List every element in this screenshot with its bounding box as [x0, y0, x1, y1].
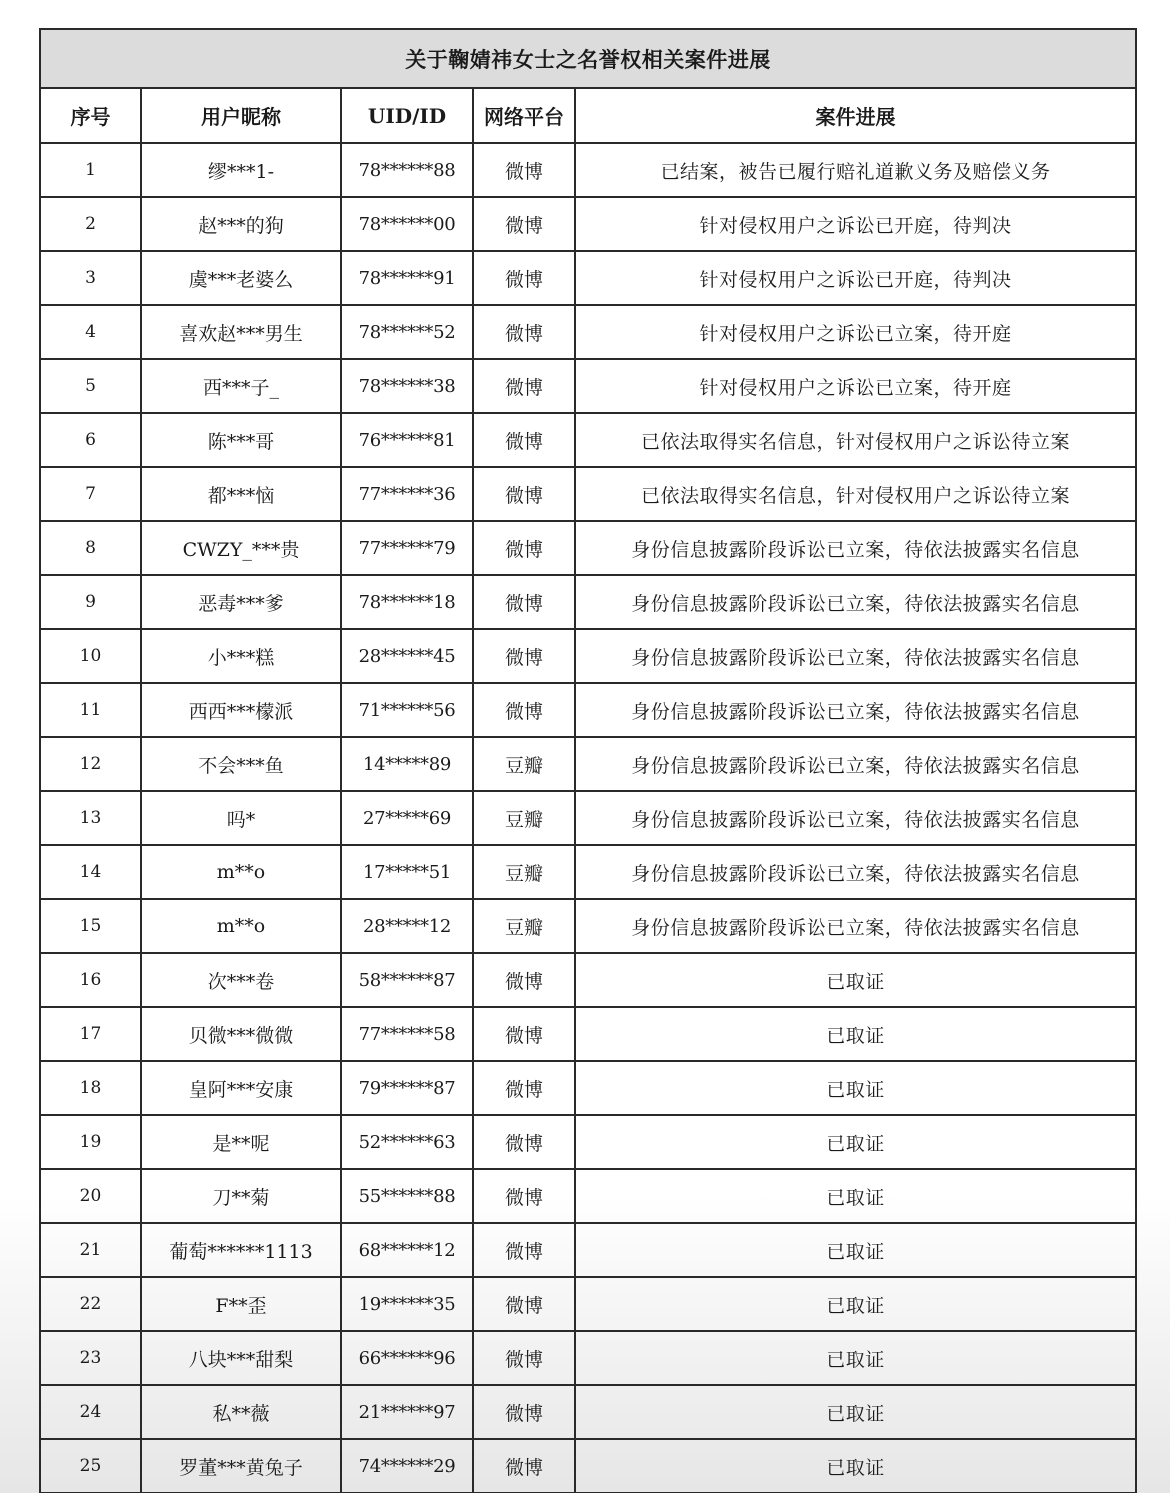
cell-index: 6 [40, 413, 141, 467]
cell-nickname: F**歪 [141, 1277, 341, 1331]
table-row [40, 629, 1136, 683]
column-header-nickname: 用户昵称 [141, 88, 341, 143]
cell-uid: 58******87 [341, 953, 473, 1007]
table-row [40, 1169, 1136, 1223]
cell-nickname: 缪***1- [141, 143, 341, 197]
table-row [40, 1277, 1136, 1331]
table-row [40, 1007, 1136, 1061]
cell-platform: 微博 [473, 1007, 575, 1061]
cell-index: 8 [40, 521, 141, 575]
cell-platform: 微博 [473, 359, 575, 413]
cell-index: 9 [40, 575, 141, 629]
cell-uid: 21******97 [341, 1385, 473, 1439]
cell-status: 身份信息披露阶段诉讼已立案，待依法披露实名信息 [575, 899, 1136, 953]
table-row [40, 1385, 1136, 1439]
table-title-row [40, 29, 1136, 88]
cell-index: 4 [40, 305, 141, 359]
cell-uid: 77******79 [341, 521, 473, 575]
cell-platform: 微博 [473, 1115, 575, 1169]
cell-platform: 豆瓣 [473, 845, 575, 899]
table-row [40, 683, 1136, 737]
cell-nickname: 八块***甜梨 [141, 1331, 341, 1385]
cell-index: 22 [40, 1277, 141, 1331]
table-row [40, 791, 1136, 845]
cell-status: 已取证 [575, 1439, 1136, 1493]
cell-index: 1 [40, 143, 141, 197]
column-header-index: 序号 [40, 88, 141, 143]
cell-platform: 豆瓣 [473, 899, 575, 953]
cell-uid: 27*****69 [341, 791, 473, 845]
cell-index: 23 [40, 1331, 141, 1385]
table-row [40, 953, 1136, 1007]
cell-platform: 豆瓣 [473, 791, 575, 845]
cell-platform: 微博 [473, 1061, 575, 1115]
cell-nickname: 赵***的狗 [141, 197, 341, 251]
cell-platform: 微博 [473, 1331, 575, 1385]
cell-platform: 微博 [473, 683, 575, 737]
cell-platform: 微博 [473, 1385, 575, 1439]
cell-uid: 78******18 [341, 575, 473, 629]
cell-index: 2 [40, 197, 141, 251]
cell-nickname: 西西***檬派 [141, 683, 341, 737]
cell-platform: 微博 [473, 305, 575, 359]
cell-index: 18 [40, 1061, 141, 1115]
cell-platform: 微博 [473, 1169, 575, 1223]
cell-status: 已依法取得实名信息，针对侵权用户之诉讼待立案 [575, 413, 1136, 467]
cell-platform: 微博 [473, 1223, 575, 1277]
table-title: 关于鞠婧祎女士之名誉权相关案件进展 [40, 29, 1136, 88]
cell-index: 24 [40, 1385, 141, 1439]
cell-status: 身份信息披露阶段诉讼已立案，待依法披露实名信息 [575, 629, 1136, 683]
cell-nickname: 是**呢 [141, 1115, 341, 1169]
cell-uid: 52******63 [341, 1115, 473, 1169]
cell-nickname: 吗* [141, 791, 341, 845]
cell-status: 已取证 [575, 1331, 1136, 1385]
cell-status: 已取证 [575, 1385, 1136, 1439]
cell-nickname: m**o [141, 845, 341, 899]
cell-status: 已取证 [575, 1007, 1136, 1061]
cell-uid: 28******45 [341, 629, 473, 683]
cell-nickname: 贝微***微微 [141, 1007, 341, 1061]
cell-status: 已结案，被告已履行赔礼道歉义务及赔偿义务 [575, 143, 1136, 197]
cell-status: 已取证 [575, 953, 1136, 1007]
table-row [40, 197, 1136, 251]
cell-status: 已取证 [575, 1115, 1136, 1169]
cell-status: 针对侵权用户之诉讼已开庭，待判决 [575, 197, 1136, 251]
cell-nickname: 葡萄******1113 [141, 1223, 341, 1277]
cell-index: 17 [40, 1007, 141, 1061]
cell-index: 19 [40, 1115, 141, 1169]
cell-index: 14 [40, 845, 141, 899]
table-header-row [40, 88, 1136, 143]
table-row [40, 521, 1136, 575]
cell-index: 3 [40, 251, 141, 305]
table-body [40, 143, 1136, 1493]
cell-nickname: 罗董***黄兔子 [141, 1439, 341, 1493]
cell-status: 已取证 [575, 1277, 1136, 1331]
table-row [40, 1331, 1136, 1385]
table-row [40, 899, 1136, 953]
cell-index: 15 [40, 899, 141, 953]
cell-platform: 微博 [473, 953, 575, 1007]
cell-nickname: 皇阿***安康 [141, 1061, 341, 1115]
table-row [40, 1061, 1136, 1115]
column-header-status: 案件进展 [575, 88, 1136, 143]
cell-uid: 14*****89 [341, 737, 473, 791]
cell-nickname: 恶毒***爹 [141, 575, 341, 629]
cell-uid: 76******81 [341, 413, 473, 467]
cell-index: 25 [40, 1439, 141, 1493]
cell-nickname: m**o [141, 899, 341, 953]
cell-uid: 28*****12 [341, 899, 473, 953]
cell-index: 21 [40, 1223, 141, 1277]
cell-status: 身份信息披露阶段诉讼已立案，待依法披露实名信息 [575, 683, 1136, 737]
cell-index: 16 [40, 953, 141, 1007]
cell-index: 20 [40, 1169, 141, 1223]
cell-uid: 77******58 [341, 1007, 473, 1061]
cell-status: 身份信息披露阶段诉讼已立案，待依法披露实名信息 [575, 791, 1136, 845]
cell-index: 7 [40, 467, 141, 521]
table-row [40, 359, 1136, 413]
cell-platform: 微博 [473, 1439, 575, 1493]
table-row [40, 305, 1136, 359]
cell-uid: 17*****51 [341, 845, 473, 899]
table-row [40, 575, 1136, 629]
cell-nickname: 不会***鱼 [141, 737, 341, 791]
cell-platform: 微博 [473, 1277, 575, 1331]
cell-uid: 78******88 [341, 143, 473, 197]
cell-status: 已依法取得实名信息，针对侵权用户之诉讼待立案 [575, 467, 1136, 521]
cell-nickname: 喜欢赵***男生 [141, 305, 341, 359]
table-row [40, 1439, 1136, 1493]
cell-status: 针对侵权用户之诉讼已立案，待开庭 [575, 305, 1136, 359]
cell-uid: 79******87 [341, 1061, 473, 1115]
cell-status: 身份信息披露阶段诉讼已立案，待依法披露实名信息 [575, 575, 1136, 629]
cell-uid: 74******29 [341, 1439, 473, 1493]
table-row [40, 1115, 1136, 1169]
cell-platform: 微博 [473, 197, 575, 251]
cell-status: 已取证 [575, 1061, 1136, 1115]
table-row [40, 737, 1136, 791]
cell-index: 5 [40, 359, 141, 413]
cell-nickname: 虞***老婆么 [141, 251, 341, 305]
case-progress-table [39, 28, 1137, 1493]
cell-uid: 78******38 [341, 359, 473, 413]
cell-nickname: CWZY_***贵 [141, 521, 341, 575]
cell-uid: 19******35 [341, 1277, 473, 1331]
cell-platform: 微博 [473, 251, 575, 305]
cell-status: 身份信息披露阶段诉讼已立案，待依法披露实名信息 [575, 737, 1136, 791]
column-header-uid: UID/ID [341, 88, 473, 143]
cell-nickname: 陈***哥 [141, 413, 341, 467]
cell-uid: 55******88 [341, 1169, 473, 1223]
column-header-platform: 网络平台 [473, 88, 575, 143]
cell-uid: 77******36 [341, 467, 473, 521]
cell-uid: 78******91 [341, 251, 473, 305]
table-row [40, 413, 1136, 467]
cell-status: 针对侵权用户之诉讼已开庭，待判决 [575, 251, 1136, 305]
table-row [40, 251, 1136, 305]
table-row [40, 467, 1136, 521]
cell-status: 已取证 [575, 1169, 1136, 1223]
cell-platform: 微博 [473, 413, 575, 467]
cell-uid: 78******52 [341, 305, 473, 359]
cell-status: 已取证 [575, 1223, 1136, 1277]
cell-status: 针对侵权用户之诉讼已立案，待开庭 [575, 359, 1136, 413]
cell-nickname: 西***子_ [141, 359, 341, 413]
cell-platform: 微博 [473, 521, 575, 575]
cell-platform: 微博 [473, 143, 575, 197]
cell-platform: 微博 [473, 575, 575, 629]
cell-platform: 微博 [473, 467, 575, 521]
cell-nickname: 小***糕 [141, 629, 341, 683]
cell-nickname: 都***恼 [141, 467, 341, 521]
cell-uid: 71******56 [341, 683, 473, 737]
cell-status: 身份信息披露阶段诉讼已立案，待依法披露实名信息 [575, 521, 1136, 575]
cell-nickname: 刀**菊 [141, 1169, 341, 1223]
cell-platform: 微博 [473, 629, 575, 683]
table-row [40, 143, 1136, 197]
cell-index: 11 [40, 683, 141, 737]
cell-nickname: 次***卷 [141, 953, 341, 1007]
cell-uid: 68******12 [341, 1223, 473, 1277]
cell-status: 身份信息披露阶段诉讼已立案，待依法披露实名信息 [575, 845, 1136, 899]
cell-index: 12 [40, 737, 141, 791]
cell-uid: 66******96 [341, 1331, 473, 1385]
table-row [40, 1223, 1136, 1277]
cell-uid: 78******00 [341, 197, 473, 251]
cell-platform: 豆瓣 [473, 737, 575, 791]
cell-index: 13 [40, 791, 141, 845]
cell-index: 10 [40, 629, 141, 683]
table-row [40, 845, 1136, 899]
cell-nickname: 私**薇 [141, 1385, 341, 1439]
